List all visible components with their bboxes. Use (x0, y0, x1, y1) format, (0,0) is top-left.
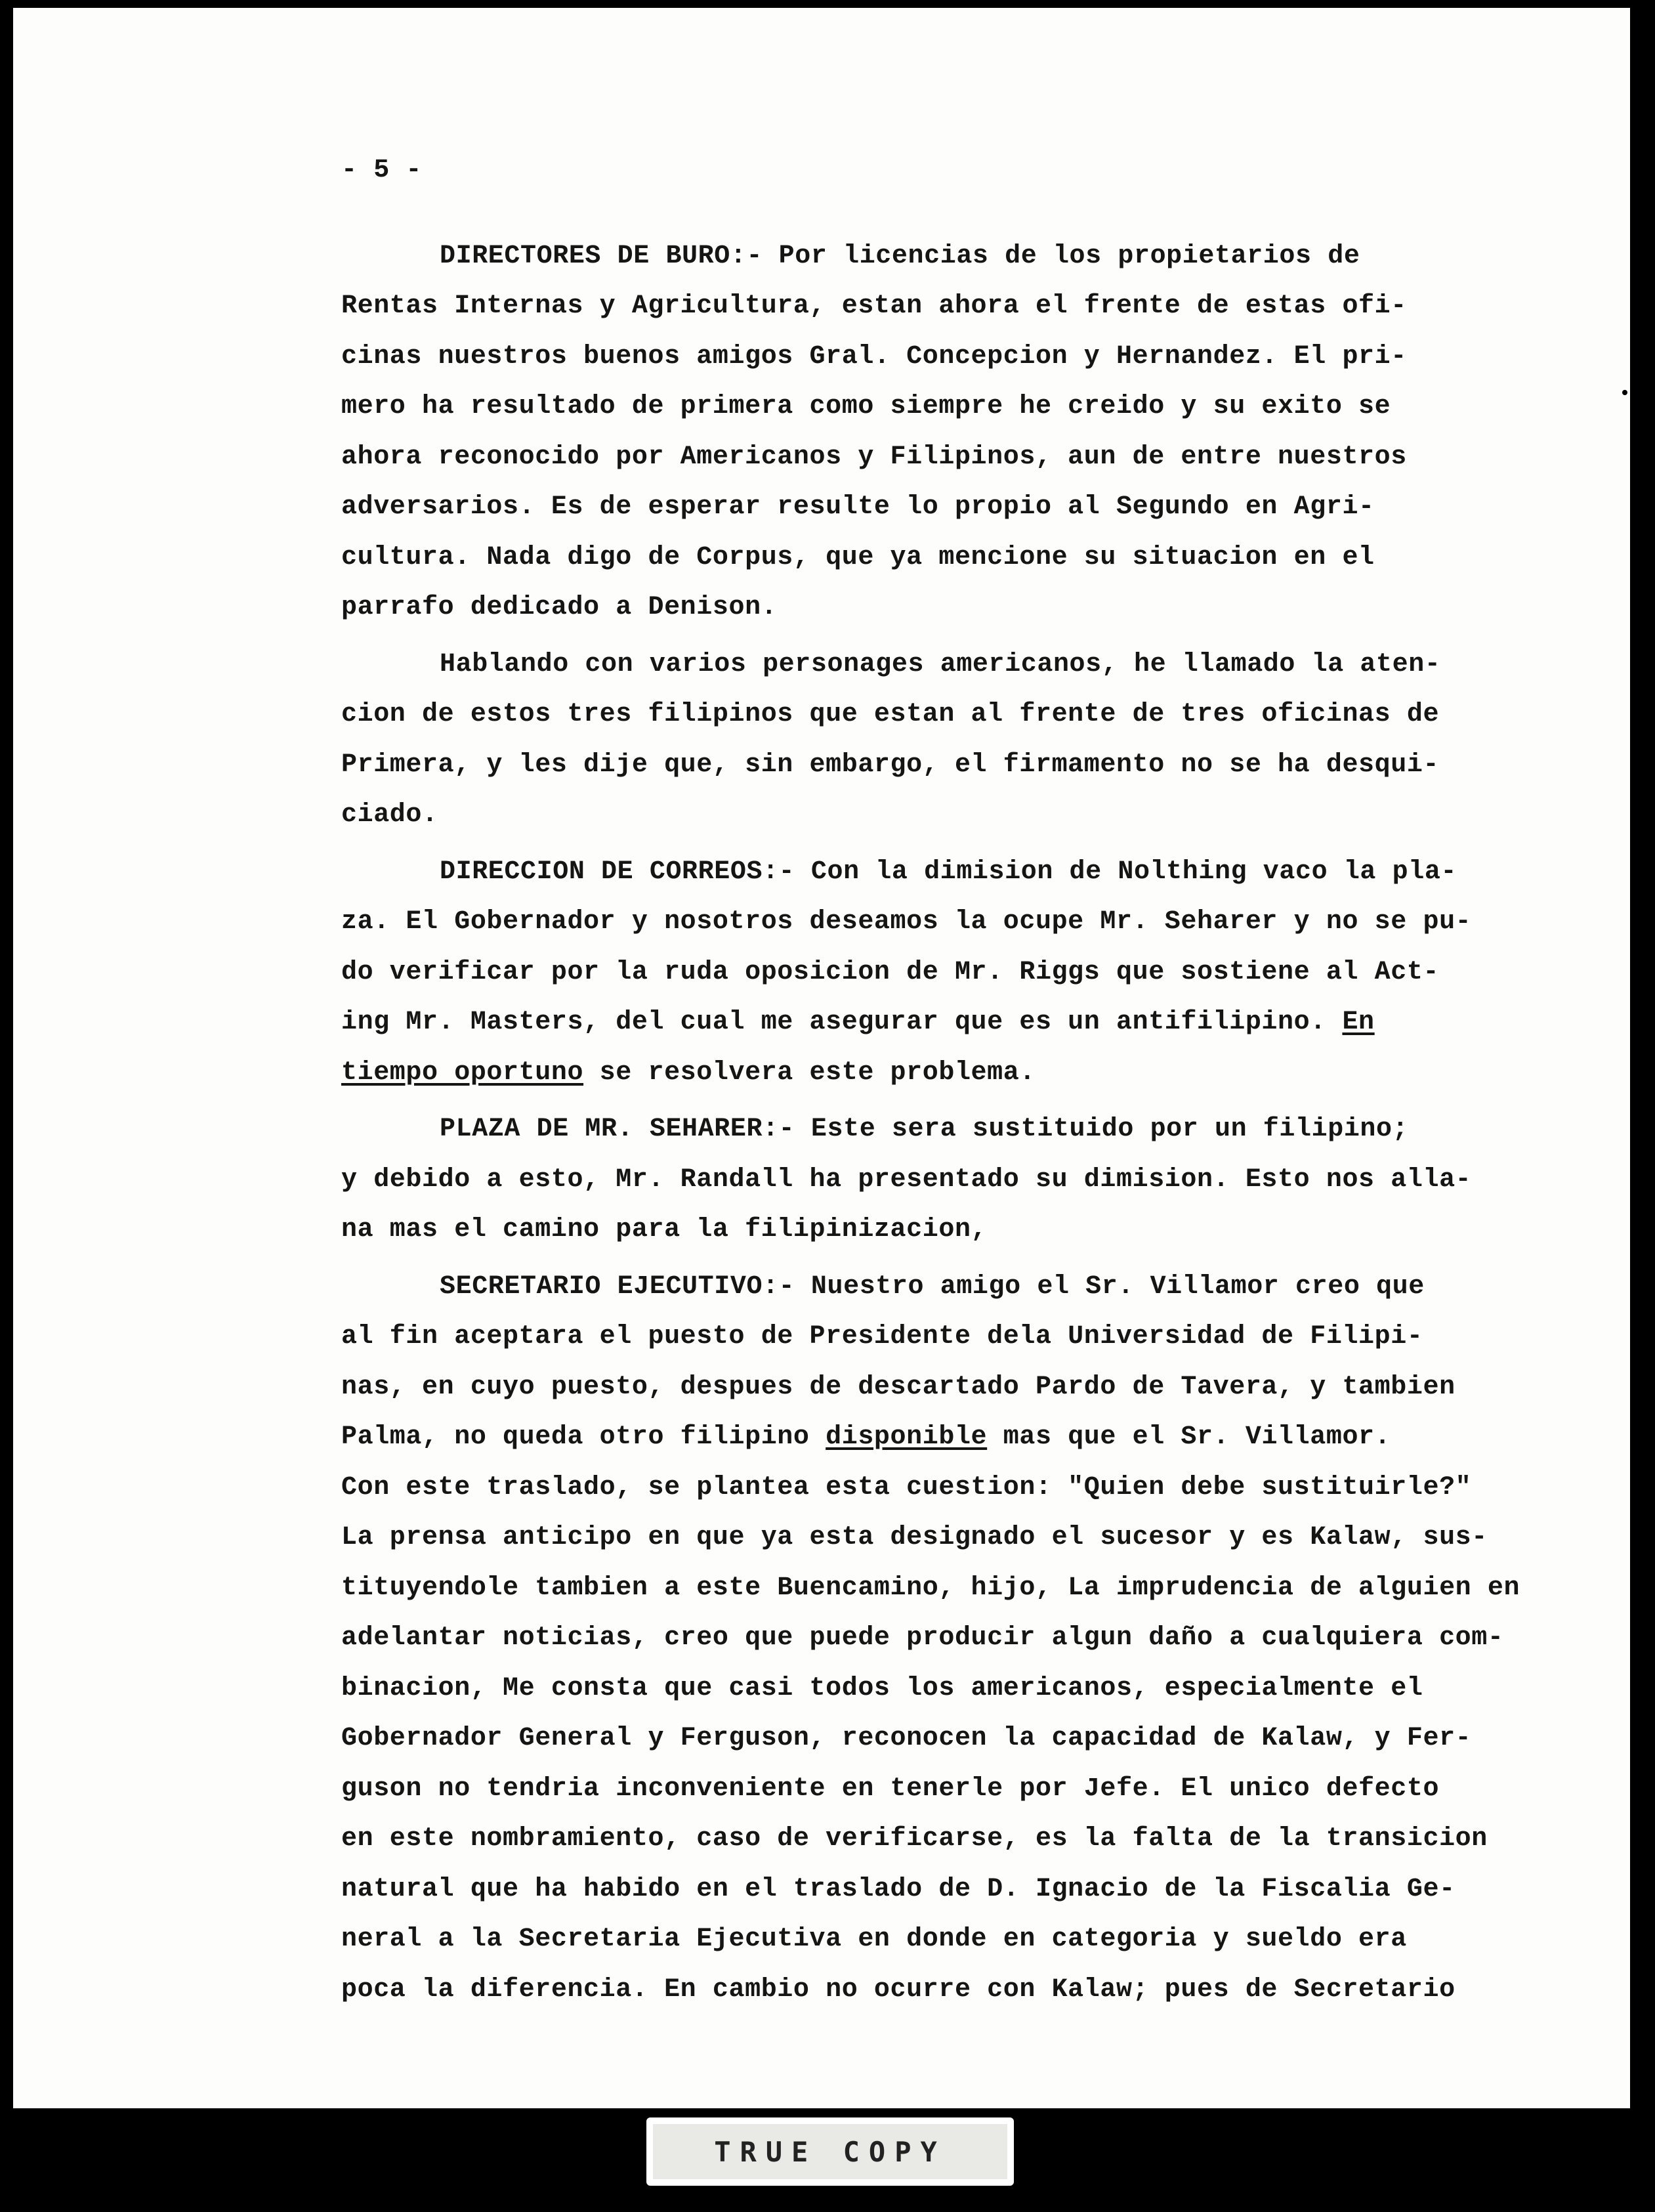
stamp-text: TRUE COPY (714, 2135, 946, 2168)
underlined-text: disponible (826, 1422, 988, 1452)
text-line: parrafo dedicado a Denison. (341, 593, 778, 622)
paragraph-directores (341, 232, 1575, 633)
text-line: y debido a esto, Mr. Randall ha presentado su dimision. Esto nos alla- (341, 1164, 1472, 1195)
text-line: DIRECCION DE CORREOS:- Con la dimision de Nolthing vaco la pla- (440, 857, 1457, 887)
text-line: cultura. Nada digo de Corpus, que ya mencione su situacion en el (341, 542, 1375, 572)
text-line: La prensa anticipo en que ya esta designado el sucesor y es Kalaw, sus- (341, 1523, 1488, 1552)
text-line: binacion, Me consta que casi todos los americanos, especialmente el (341, 1673, 1423, 1703)
text-line: na mas el camino para la filipinizacion, (341, 1215, 988, 1244)
text-line: en este nombramiento, caso de verificarse, es la falta de la transicion (341, 1824, 1488, 1854)
text-line: poca la diferencia. En cambio no ocurre con Kalaw; pues de Secretario (341, 1974, 1456, 2005)
text-line: Primera, y les dije que, sin embargo, el firmamento no se ha desqui- (341, 750, 1440, 780)
paragraph-plaza (341, 1105, 1575, 1256)
text-line: adversarios. Es de esperar resulte lo propio al Segundo en Agri- (341, 492, 1375, 522)
text-line: tiempo oportuno se resolvera este problema. (341, 1057, 1036, 1088)
paragraph-hablando (341, 640, 1575, 841)
underlined-text: tiempo oportuno (341, 1057, 584, 1088)
text-line: DIRECTORES DE BURO:- Por licencias de los propietarios de (440, 241, 1360, 271)
paragraph-correos (341, 847, 1575, 1099)
text-line: cinas nuestros buenos amigos Gral. Concepcion y Hernandez. El pri- (341, 341, 1407, 372)
text-line: nas, en cuyo puesto, despues de descartado Pardo de Tavera, y tambien (341, 1372, 1456, 1402)
text-line: mero ha resultado de primera como siempre he creido y su exito se (341, 392, 1391, 421)
text-line: tituyendole tambien a este Buencamino, hijo, La imprudencia de alguien en (341, 1573, 1520, 1603)
text-line: Palma, no queda otro filipino disponible mas que el Sr. Villamor. (341, 1422, 1391, 1452)
text-line: ciado. (341, 800, 438, 830)
text-line: al fin aceptara el puesto de Presidente dela Universidad de Filipi- (341, 1322, 1423, 1351)
document-page (13, 8, 1630, 2108)
text-line: ing Mr. Masters, del cual me asegurar que es un antifilipino. En (341, 1008, 1375, 1037)
text-line: natural que ha habido en el traslado de D. Ignacio de la Fiscalia Ge- (341, 1874, 1456, 1904)
text-line: SECRETARIO EJECUTIVO:- Nuestro amigo el Sr. Villamor creo que (440, 1271, 1425, 1302)
text-line: neral a la Secretaria Ejecutiva en donde en categoria y sueldo era (341, 1925, 1407, 1954)
true-copy-stamp (646, 2117, 1014, 2186)
text-line: adelantar noticias, creo que puede producir algun daño a cualquiera com- (341, 1623, 1504, 1653)
text-line: Rentas Internas y Agricultura, estan ahora el frente de estas ofi- (341, 291, 1407, 321)
text-line: do verificar por la ruda oposicion de Mr. Riggs que sostiene al Act- (341, 957, 1440, 987)
text-line: Gobernador General y Ferguson, reconocen la capacidad de Kalaw, y Fer- (341, 1724, 1472, 1753)
text-line: guson no tendria inconveniente en tenerle por Jefe. El unico defecto (341, 1774, 1440, 1804)
page-number: - 5 - (341, 156, 423, 185)
document-body (341, 146, 1575, 2022)
text-line: PLAZA DE MR. SEHARER:- Este sera sustituido por un filipino; (440, 1115, 1409, 1144)
paragraph-secretario (341, 1262, 1575, 2016)
text-line: ahora reconocido por Americanos y Filipinos, aun de entre nuestros (341, 442, 1407, 472)
text-line: Hablando con varios personages americanos, he llamado la aten- (440, 649, 1441, 679)
text-line: cion de estos tres filipinos que estan al frente de tres oficinas de (341, 700, 1440, 729)
underlined-text: En (1342, 1008, 1375, 1037)
text-line: Con este traslado, se plantea esta cuestion: "Quien debe sustituirle?" (341, 1472, 1472, 1502)
scan-mark (1622, 390, 1627, 395)
text-line: za. El Gobernador y nosotros deseamos la ocupe Mr. Seharer y no se pu- (341, 907, 1472, 937)
